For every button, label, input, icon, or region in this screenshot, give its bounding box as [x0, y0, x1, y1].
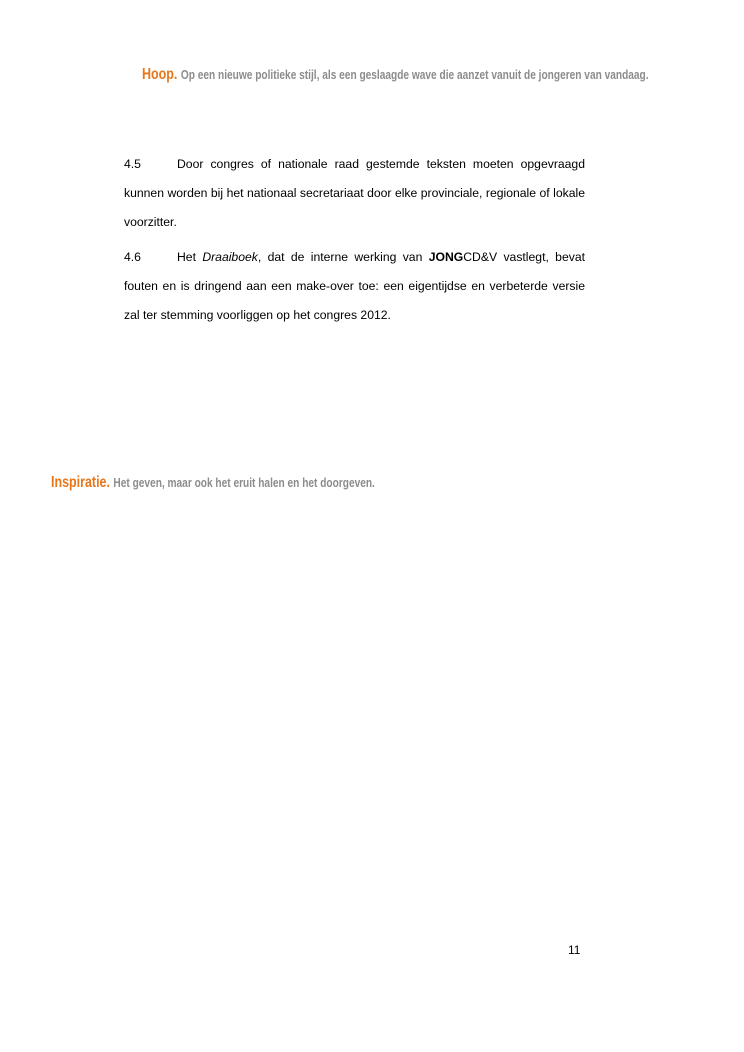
- page-number: 11: [568, 943, 581, 957]
- paragraph-text: Door congres of nationale raad gestemde teksten moeten opgevraagd kunnen worden bij het nationaal secretariaat door elke provinciale, regionale of lokale voorzitter.: [124, 157, 585, 229]
- paragraph-4-6: [124, 243, 585, 330]
- paragraph-4-5: [124, 150, 585, 237]
- footer-tagline-text: Het geven, maar ook het eruit halen en het doorgeven.: [113, 475, 375, 490]
- footer-tagline-keyword: Inspiratie.: [51, 474, 110, 491]
- footer-tagline: [51, 474, 375, 492]
- paragraph-number: 4.6: [124, 250, 141, 264]
- paragraph-number: 4.5: [124, 157, 141, 171]
- paragraph-italic-term: Draaiboek: [202, 250, 258, 264]
- paragraph-text-before: Het: [177, 250, 203, 264]
- header-tagline-keyword: Hoop.: [142, 66, 178, 83]
- paragraph-bold-term: JONG: [428, 250, 464, 264]
- paragraph-text-middle: , dat de interne werking van: [257, 250, 429, 264]
- header-tagline-text: Op een nieuwe politieke stijl, als een geslaagde wave die aanzet vanuit de jongeren van vandaag.: [180, 67, 649, 82]
- header-tagline: [142, 66, 649, 84]
- paragraph-text-after: CD&V vastlegt, bevat fouten en is dringend aan een make-over toe: een eigentijdse en verbeterde versie zal ter stemming voorliggen op het congres 2012.: [124, 250, 585, 322]
